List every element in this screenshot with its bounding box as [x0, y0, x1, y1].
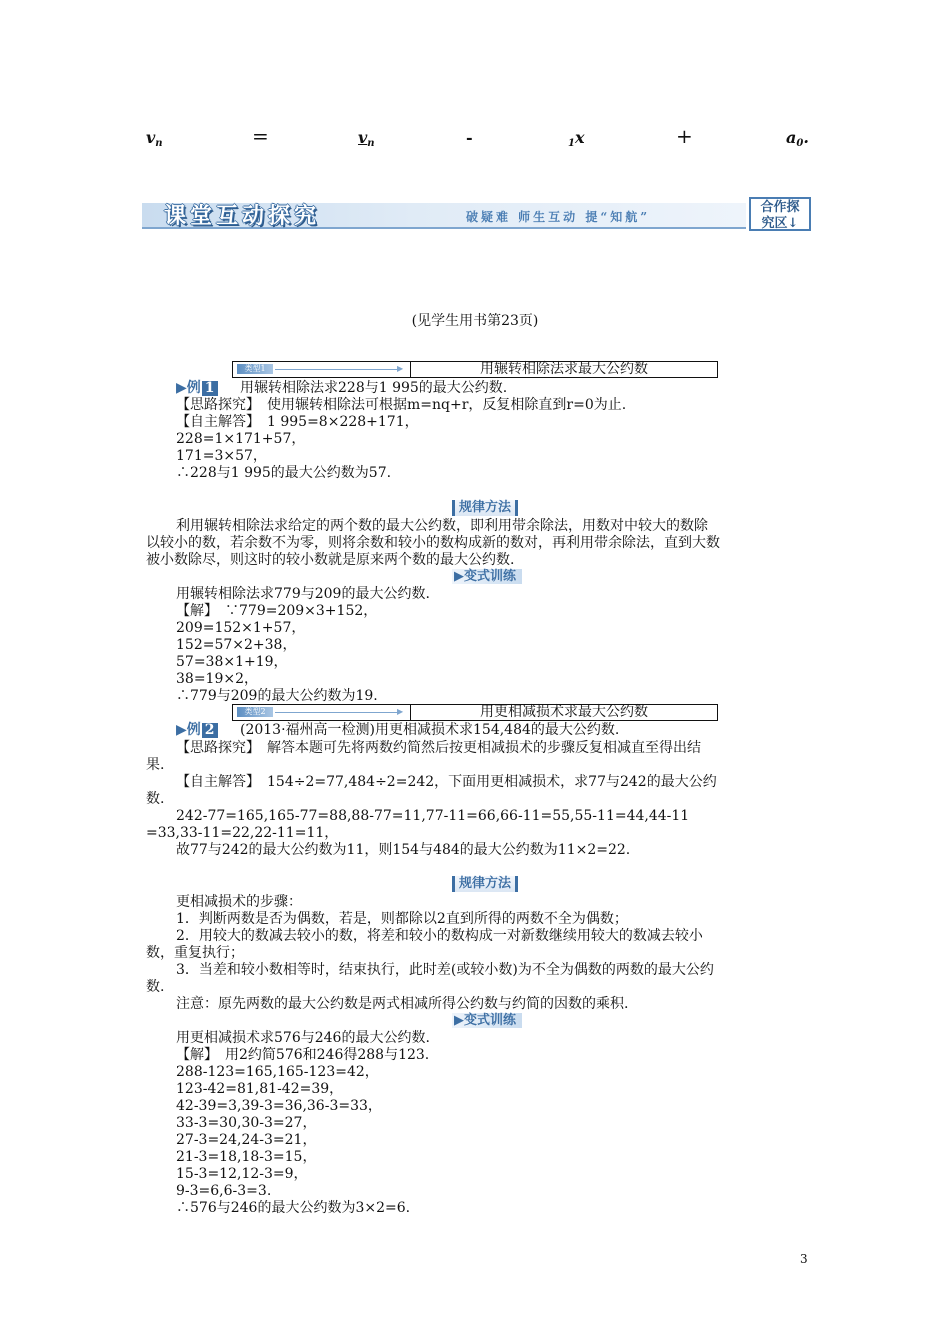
variant-line: 123-42=81,81-42=39， [176, 1081, 344, 1097]
example-1-idea: 【思路探究】 使用辗转相除法可根据m=nq+r，反复相除直到r=0为止. [176, 397, 627, 413]
method-tag-2: 规律方法 [452, 876, 518, 892]
example-2-line: 【自主解答】 154÷2=77,484÷2=242，下面用更相减损术，求77与242的最大公约 [176, 774, 717, 790]
variant-line: 57=38×1+19， [176, 654, 288, 670]
arrow-right-icon: ▶ [397, 707, 404, 716]
variant-line: 38=19×2， [176, 671, 258, 687]
topic-bar-1 [232, 361, 718, 378]
arrow-right-icon: ▶ [397, 364, 404, 373]
example-2-tag: ▶例 2 [176, 722, 218, 738]
variant-line: 21-3=18,18-3=15， [176, 1149, 317, 1165]
variant-line: 42-39=3,39-3=36,36-3=33， [176, 1098, 382, 1114]
variant-line: 用更相减损术求576与246的最大公约数. [176, 1030, 430, 1046]
topic-line [275, 369, 399, 370]
variant-line: 33-3=30,30-3=27， [176, 1115, 317, 1131]
play-icon: ▶ [454, 569, 464, 584]
formula-1x: $_1$x [568, 128, 585, 149]
variant-line: 【解】 ∵779=209×3+152， [176, 603, 378, 619]
method-line: 注意：原先两数的最大公约数是两式相减所得公约数与约简的因数的乘积. [176, 996, 629, 1012]
method-line: 利用辗转相除法求给定的两个数的最大公约数，即利用带余除法，用数对中较大的数除 [176, 518, 708, 534]
formula-a0: $a_0$. [786, 128, 809, 149]
variant-line: 288-123=165,165-123=42， [176, 1064, 379, 1080]
method-line: 3．当差和较小数相等时，结束执行，此时差(或较小数)为不全为偶数的两数的最大公约 [176, 962, 714, 978]
variant-line: 27-3=24,24-3=21， [176, 1132, 317, 1148]
formula-minus: - [466, 128, 473, 147]
method-line: 更相减损术的步骤： [176, 894, 302, 910]
play-icon: ▶ [176, 722, 187, 738]
method-line: 数. [146, 979, 165, 995]
method-line: 数，重复执行； [146, 945, 244, 961]
topic-title: 用辗转相除法求最大公约数 [480, 361, 648, 377]
variant-line: ∴576与246的最大公约数为3×2=6. [176, 1200, 411, 1216]
formula-plus: + [676, 124, 693, 148]
variant-tag-1: ▶变式训练 [452, 569, 522, 584]
variant-line: ∴779与209的最大公约数为19. [176, 688, 378, 704]
play-icon: ▶ [454, 1013, 464, 1028]
box-line-1: 合作探 [760, 200, 800, 215]
example-1-tag: ▶例 1 [176, 380, 218, 396]
page-number: 3 [800, 1252, 808, 1266]
method-line: 被小数除尽，则这时的较小数就是原来两个数的最大公约数. [146, 552, 515, 568]
topic-tag: 类型2 [237, 707, 273, 717]
solution-line: ∴228与1 995的最大公约数为57. [176, 465, 392, 481]
formula-vn: $v_n$ [146, 128, 163, 149]
topic-left-2 [233, 705, 411, 720]
variant-tag-2: ▶变式训练 [452, 1013, 522, 1028]
section-banner [142, 197, 814, 235]
example-2-line: 故77与242的最大公约数为11，则154与484的最大公约数为11×2=22. [176, 842, 631, 858]
example-2-line: 242-77=165,165-77=88,88-77=11,77-11=66,66-11=55,55-11=44,44-11 [176, 808, 690, 824]
topic-tag: 类型1 [237, 364, 273, 374]
method-line: 2．用较大的数减去较小的数，将差和较小的数构成一对新数继续用较大的数减去较小 [176, 928, 703, 944]
example-2-question: (2013·福州高一检测)用更相减损术求154,484的最大公约数. [240, 722, 620, 738]
topic-line [275, 712, 399, 713]
play-icon: ▶ [176, 380, 187, 396]
method-tag-1: 规律方法 [452, 500, 518, 516]
solution-line: 228=1×171+57， [176, 431, 306, 447]
variant-line: 15-3=12,12-3=9， [176, 1166, 308, 1182]
example-2-line: 【思路探究】 解答本题可先将两数约简然后按更相减损术的步骤反复相减直至得出结 [176, 740, 701, 756]
method-line: 以较小的数，若余数不为零，则将余数和较小的数构成新的数对，再利用带余除法，直到大数 [146, 535, 720, 551]
banner-title: 课堂互动探究 [164, 203, 321, 229]
example-1-question: 用辗转相除法求228与1 995的最大公约数. [240, 380, 508, 396]
banner-subtitle: 破疑难 师生互动 提“知航” [466, 210, 651, 224]
example-2-line: 果. [146, 757, 165, 773]
book-reference: (见学生用书第23页) [411, 313, 539, 329]
solution-line: 171=3×57， [176, 448, 267, 464]
example-2-line: =33,33-11=22,22-11=11， [146, 825, 339, 841]
variant-line: 【解】 用2约简576和246得288与123. [176, 1047, 430, 1063]
variant-line: 209=152×1+57， [176, 620, 306, 636]
topic-title: 用更相减损术求最大公约数 [480, 704, 648, 720]
cooperation-zone-box [749, 197, 811, 231]
variant-line: 152=57×2+38， [176, 637, 297, 653]
variant-line: 用辗转相除法求779与209的最大公约数. [176, 586, 430, 602]
formula-equals: = [252, 124, 269, 148]
variant-line: 9-3=6,6-3=3. [176, 1183, 272, 1199]
topic-bar-2 [232, 704, 718, 721]
solution-line: 【自主解答】 1 995=8×228+171， [176, 414, 419, 430]
method-line: 1．判断两数是否为偶数，若是，则都除以2直到所得的两数不全为偶数； [176, 911, 628, 927]
topic-left-1 [233, 362, 411, 377]
box-line-2: 究区↓ [761, 216, 799, 231]
formula-vn-2: $v_n$ [358, 128, 375, 149]
example-2-line: 数. [146, 791, 165, 807]
